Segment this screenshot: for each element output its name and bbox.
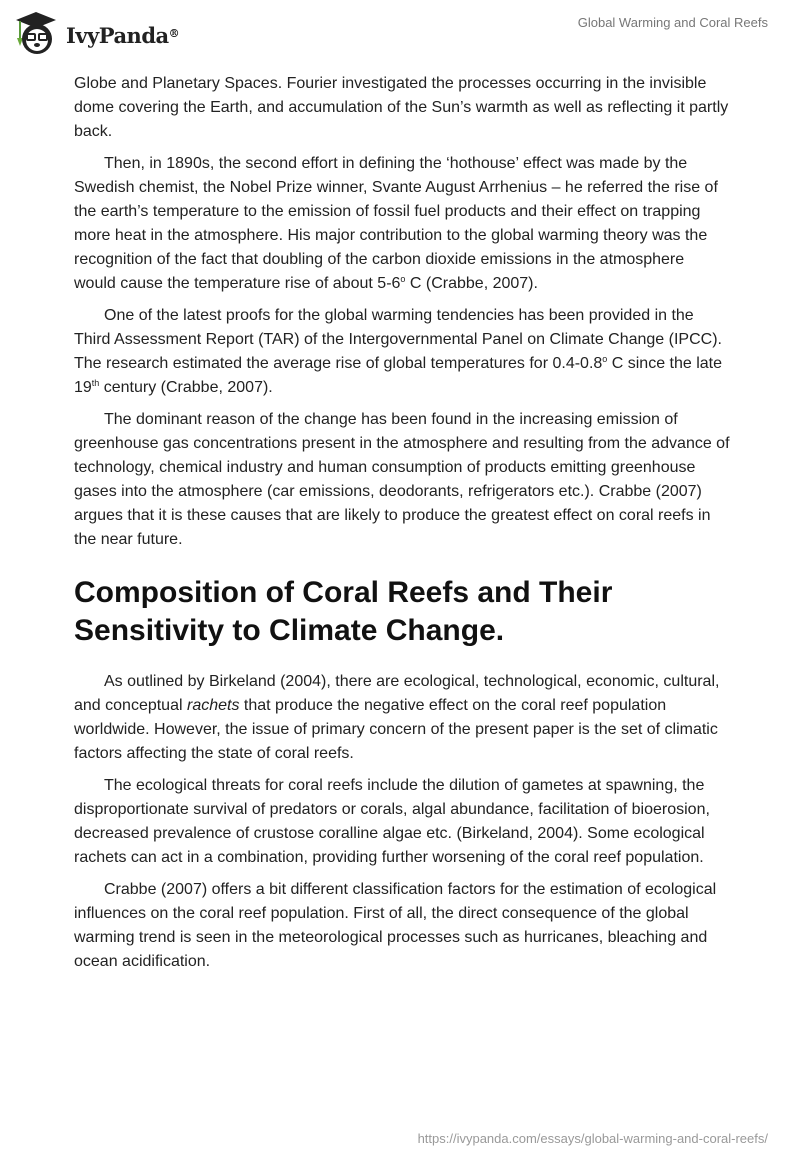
section-heading: Composition of Coral Reefs and Their Sensitivity to Climate Change. <box>74 576 613 647</box>
logo-text: IvyPanda® <box>66 22 180 48</box>
paragraph: The ecological threats for coral reefs include the dilution of gametes at spawning, the disproportionate survival of predators or corals, algal abundance, facilitation of bioerosion, decreased prevalence of crustose coralline algae etc. (Birkeland, 2004). Some ecological rachets can act in a combination, providing further worsening of the coral reef population. <box>74 777 710 866</box>
document-title: Global Warming and Coral Reefs <box>577 15 768 30</box>
paragraph: The dominant reason of the change has been found in the increasing emission of greenhouse gas concentrations present in the atmosphere and resulting from the advance of technology, chemical industry and human consumption of products emitting greenhouse gases into the atmosphere (car emissions, deodorants, refrigerators etc.). Crabbe (2007) argues that it is these causes that are likely to produce the greatest effect on coral reefs in the near future. <box>74 411 730 548</box>
paragraph: Crabbe (2007) offers a bit different classification factors for the estimation of ecological influences on the coral reef population. First of all, the direct consequence of the global warming trend is seen in the meteorological processes such as hurricanes, bleaching and ocean acidification. <box>74 881 717 970</box>
essay-content <box>74 72 730 982</box>
paragraph: Then, in 1890s, the second effort in defining the ‘hothouse’ effect was made by the Swedish chemist, the Nobel Prize winner, Svante August Arrhenius – he referred the rise of the earth’s temperature to the emission of fossil fuel products and their effect on trapping more heat in the atmosphere. His major contribution to the global warming theory was the recognition of the fact that doubling of the carbon dioxide emissions in the atmosphere would cause the temperature rise of about 5-6$^o$ C (Crabbe, 2007). <box>74 155 718 292</box>
paragraph: Globe and Planetary Spaces. Fourier investigated the processes occurring in the invisible dome covering the Earth, and accumulation of the Sun’s warmth as well as reflecting it partly back. <box>74 75 729 140</box>
paragraph: As outlined by Birkeland (2004), there are ecological, technological, economic, cultural, and conceptual rachets that produce the negative effect on the coral reef population worldwide. However, the issue of primary concern of the present paper is the set of climatic factors affecting the state of coral reefs. <box>74 673 720 762</box>
ivypanda-logo[interactable] <box>12 8 179 56</box>
source-url[interactable]: https://ivypanda.com/essays/global-warming-and-coral-reefs/ <box>417 1131 768 1146</box>
paragraph: One of the latest proofs for the global warming tendencies has been provided in the Third Assessment Report (TAR) of the Intergovernmental Panel on Climate Change (IPCC). The research estimated the average rise of global temperatures for 0.4-0.8$^o$ C since the late 19th century (Crabbe, 2007). <box>74 307 723 396</box>
page-header <box>0 0 800 60</box>
panda-graduate-icon <box>12 8 60 56</box>
